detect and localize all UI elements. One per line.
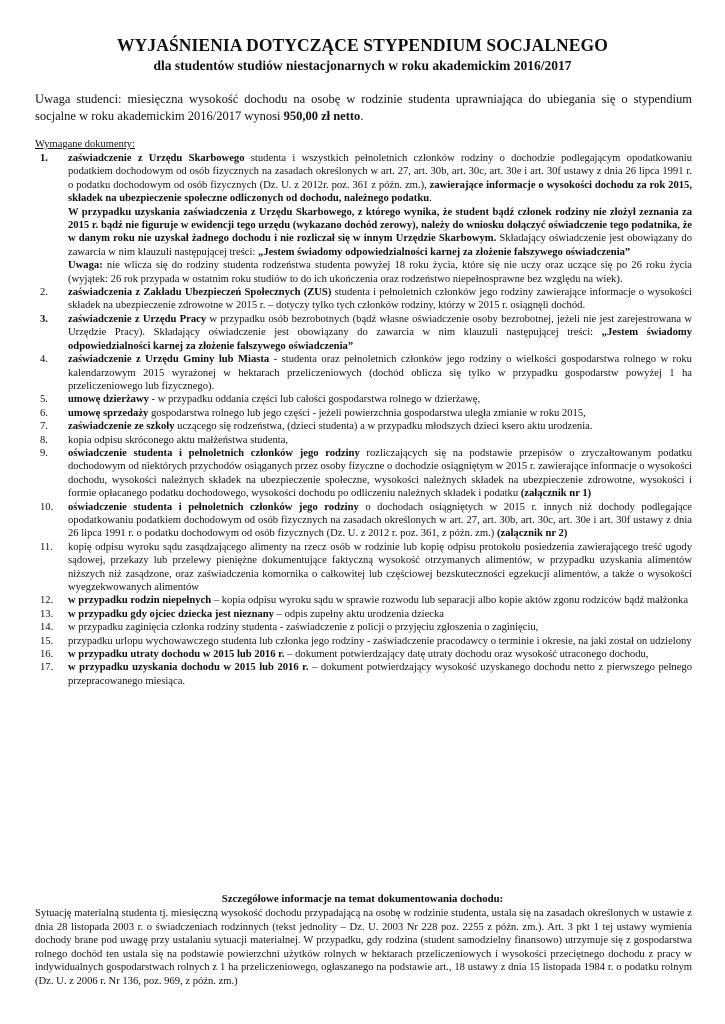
item-number: 7. (40, 421, 48, 433)
item-number: 11. (40, 541, 53, 553)
item-text-bold: zaświadczenie z Urzędu Skarbowego (68, 153, 245, 164)
income-threshold-note (35, 91, 692, 125)
item-number: 6. (40, 407, 48, 419)
document-item (35, 661, 692, 688)
item-number: 4. (40, 354, 48, 366)
item-text-bold: oświadczenie studenta i pełnoletnich członków jego rodziny (68, 447, 360, 459)
item-text: – kopia odpisu wyroku sądu w sprawie rozwodu lub separacji albo kopie aktów zgonu rodziców bądź małżonka (211, 595, 689, 607)
item-number: 3. (40, 313, 48, 325)
item-number: 15. (40, 635, 54, 647)
item-text: w przypadku osób bezrobotnych (bądź własne oświadczenie osoby bezrobotnej, jeżeli nie jest zarejestrowana w Urzędzie Pracy). Składający oświadczenie jest obowiązany do zawarcia w nim klauzuli następującej treści: (68, 313, 692, 339)
item-text: – dokument potwierdzający datę utraty dochodu oraz wysokość utraconego dochodu, (284, 649, 649, 661)
item-number: 1. (40, 153, 48, 164)
item-text-bold: Uwaga: (68, 260, 103, 272)
item-text: - studenta oraz pełnoletnich członków jego rodziny o wielkości gospodarstwa rolnego w roku kalendarzowym 2015 wyrażonej w hektarach przeliczeniowych (dochód oblicza się tylko w przypadku gospodarstw powyżej 1 ha przeliczeniowego lub fizycznego). (68, 354, 692, 392)
item-text: kopię odpisu wyroku sądu zasądzającego alimenty na rzecz osób w rodzinie lub kopię odpisu protokołu posiedzenia zawierającego treść ugody sądowej, przekazy lub przelewy pieniężne dokumentujące faktyczną wysokość otrzymanych alimentów, w przypadku uzyskania alimentów niższych niż zasądzone, oraz zaświadczenia komornika o całkowitej lub częściowej bezskuteczności egzekucji alimentów, a także o wysokości wyegzekwowanych alimentów (68, 541, 692, 593)
document-item (35, 393, 692, 406)
item-number: 2. (40, 287, 48, 299)
note-end: . (360, 109, 364, 123)
document-item (35, 152, 692, 286)
required-documents-list (35, 152, 692, 688)
item-text-bold: W przypadku uzyskania zaświadczenia z Urzędu Skarbowego, z którego wynika, że student bądź członek rodziny nie złożył zeznania za 2015 r. bądź nie figuruje w ewidencji tego urzędu (wykazano dochód zerowy), należy do wniosku dołączyć oświadczenie tego podatnika, że w danym roku nie uzyskał żadnego dochodu i nie rozliczał się w innym Urzędzie Skarbowym. (68, 206, 692, 245)
item-text-bold: (załącznik nr 1) (520, 488, 592, 500)
item-text: w przypadku zaginięcia członka rodziny studenta - zaświadczenie z policji o przyjęciu zgłoszenia o zaginięciu, (68, 622, 539, 634)
note-text: Uwaga studenci: miesięczna wysokość dochodu na osobę w rodzinie studenta uprawniająca do ubiegania się o stypendium socjalne w roku akademickim 2016/2017 wynosi (35, 92, 692, 123)
item-text: kopia odpisu skróconego aktu małżeństwa studenta, (68, 434, 289, 446)
item-text-bold: „Jestem świadomy odpowiedzialności karnej za złożenie fałszywego oświadczenia” (258, 246, 631, 258)
item-text: – dokument potwierdzający wysokość uzyskanego dochodu netto z pierwszego pełnego przepracowanego miesiąca. (68, 662, 692, 687)
details-body: Sytuację materialną studenta tj. miesięczną wysokość dochodu przypadającą na osobę w rodzinie studenta, ustala się na zasadach określonych w ustawie z dnia 28 listopada 2003 r. o świadczeniach rodzinnych (tekst jednolity – Dz. U. 2003 Nr 228 poz. 2255 z późn. zm.). Art. 3 pkt 1 tej ustawy wymienia dochody brane pod uwagę przy ustalaniu sytuacji materialnej. W przypadku, gdy rodzina (student samodzielny finansowo) utrzymuje się z gospodarstwa rolnego dochód ten ustala się na podstawie powierzchni użytków rolnych w hektarach przeliczeniowych i wysokości przeciętnego dochodu z pracy w indywidualnych gospodarstwach rolnych z 1 ha przeliczeniowego, ogłaszanego na podstawie art., 18 ustawy z dnia 15 listopada 1984 r. o podatku rolnym (Dz. U. z 2006 r. Nr 136, poz. 969, z późn. zm.) (35, 908, 692, 987)
item-text: przypadku urlopu wychowawczego studenta lub członka jego rodziny - zaświadczenie pracodawcy o terminie i okresie, na jaki został on udzielony (68, 635, 692, 647)
item-number: 5. (40, 394, 48, 406)
item-text-bold: w przypadku rodzin niepełnych (68, 595, 212, 607)
document-subtitle: dla studentów studiów niestacjonarnych w roku akademickim 2016/2017 (153, 58, 572, 73)
document-item (35, 420, 692, 433)
item-text: studenta i pełnoletnich członków jego rodziny zawierające informacje o wysokości składek na ubezpieczenie zdrowotne w 2015 r. – dotyczy tylko tych członków rodziny, którzy w 2015 r. osiągnęli dochód. (68, 287, 692, 312)
document-item (35, 635, 692, 648)
item-text: – odpis zupełny aktu urodzenia dziecka (273, 608, 445, 620)
item-number: 8. (40, 434, 48, 446)
document-item (35, 407, 692, 420)
item-text: . (429, 193, 432, 205)
document-item (35, 434, 692, 447)
document-item (35, 501, 692, 541)
item-text-bold: „Jestem świadomy odpowiedzialności karnej za złożenie fałszywego oświadczenia” (68, 327, 692, 352)
item-text-bold: zaświadczenie z Urzędu Pracy (68, 313, 207, 325)
item-number: 13. (40, 608, 54, 620)
document-item (35, 608, 692, 621)
item-text-bold: umowę sprzedaży (68, 407, 149, 419)
item-text-bold: w przypadku uzyskania dochodu w 2015 lub 2016 r. (68, 662, 309, 674)
item-text-bold: zawierające informacje o wysokości dochodu za rok 2015, składek na ubezpieczenie społeczne odliczonych od dochodu, należnego podatku (68, 179, 692, 205)
item-text-bold: w przypadku utraty dochodu w 2015 lub 2016 r. (68, 649, 285, 661)
item-text: gospodarstwa rolnego lub jego części - jeżeli powierzchnia gospodarstwa uległa zmianie w roku 2015, (148, 407, 586, 419)
item-text: studenta i wszystkich pełnoletnich członków rodziny o dochodzie podlegającym opodatkowaniu podatkiem dochodowym od osób fizycznych na zasadach określonych w art. 27, art. 30b, art. 30c, art. 30e i art. 30f ustawy z dnia 26 lipca 1991 r. o podatku dochodowym od osób fizycznych (Dz. U. z 2012r. poz. 361 z późn. zm.), (68, 153, 692, 191)
item-number: 17. (40, 662, 54, 674)
required-documents-heading: Wymagane dokumenty: (35, 139, 135, 150)
document-item (35, 541, 692, 595)
item-text-bold: umowę dzierżawy (68, 394, 149, 406)
item-text: Składający oświadczenie jest obowiązany do zawarcia w nim klauzuli następującej treści: (68, 233, 692, 258)
document-item (35, 286, 692, 313)
item-number: 9. (40, 447, 48, 459)
document-item (35, 621, 692, 634)
item-text: - w przypadku oddania części lub całości gospodarstwa rolnego w dzierżawę, (148, 394, 481, 406)
item-number: 12. (40, 595, 54, 607)
item-text-bold: (załącznik nr 2) (496, 528, 568, 540)
document-item (35, 648, 692, 661)
document-title: WYJAŚNIENIA DOTYCZĄCE STYPENDIUM SOCJALNEGO (117, 35, 608, 55)
item-text-bold: w przypadku gdy ojciec dziecka jest nieznany (68, 608, 274, 620)
item-number: 10. (40, 501, 54, 513)
document-item (35, 353, 692, 393)
item-number: 16. (40, 649, 54, 661)
item-text: uczącego się rodzeństwa, (dzieci studenta) a w przypadku młodszych dzieci ksero aktu urodzenia. (174, 421, 593, 433)
document-item (35, 594, 692, 607)
item-text: nie wlicza się do rodziny studenta rodzeństwa studenta powyżej 18 roku życia, które się nie uczy oraz uczące się po 26 roku życia (wyjątek: 26 rok przypada w ostatnim roku studiów to do ich ukończenia oraz rodzeństwo niepełnosprawne bez względu na wiek). (68, 260, 692, 285)
item-text: rozliczających się na podstawie przepisów o zryczałtowanym podatku dochodowym od niektórych przychodów osiąganych przez osoby fizyczne o dochodzie osiągniętym w 2015 r. zawierające informacje o wysokości dochodu, wysokości należnych składek na ubezpieczenie społeczne, wysokości należnych składek na ubezpieczenie zdrowotne, wysokości i formie opłacanego podatku dochodowego, wysokości dochodu po odliczeniu należnych składek i podatku (68, 447, 692, 500)
item-number: 14. (40, 622, 54, 634)
item-text-bold: zaświadczenia z Zakładu Ubezpieczeń Społecznych (ZUS) (68, 287, 332, 299)
item-text-bold: oświadczenie studenta i pełnoletnich członków jego rodziny (68, 501, 359, 513)
income-threshold-amount: 950,00 zł netto (283, 109, 361, 123)
item-text: o dochodach osiągniętych w 2015 r. innych niż dochody podlegające opodatkowaniu podatkiem dochodowym od osób fizycznych na zasadach określonych w art. 27, art. 30b, art. 30c, art. 30e i art. 30f ustawy z dnia 26 lipca 1991 r. o podatku dochodowym od osób fizycznych (Dz. U. z 2012 r. poz. 361, z późn. zm.) (68, 501, 692, 540)
item-text-bold: zaświadczenie ze szkoły (68, 421, 175, 433)
item-text-bold: zaświadczenie z Urzędu Gminy lub Miasta (68, 354, 270, 366)
document-item (35, 447, 692, 501)
details-heading: Szczegółowe informacje na temat dokumentowania dochodu: (221, 893, 504, 905)
document-item (35, 313, 692, 353)
